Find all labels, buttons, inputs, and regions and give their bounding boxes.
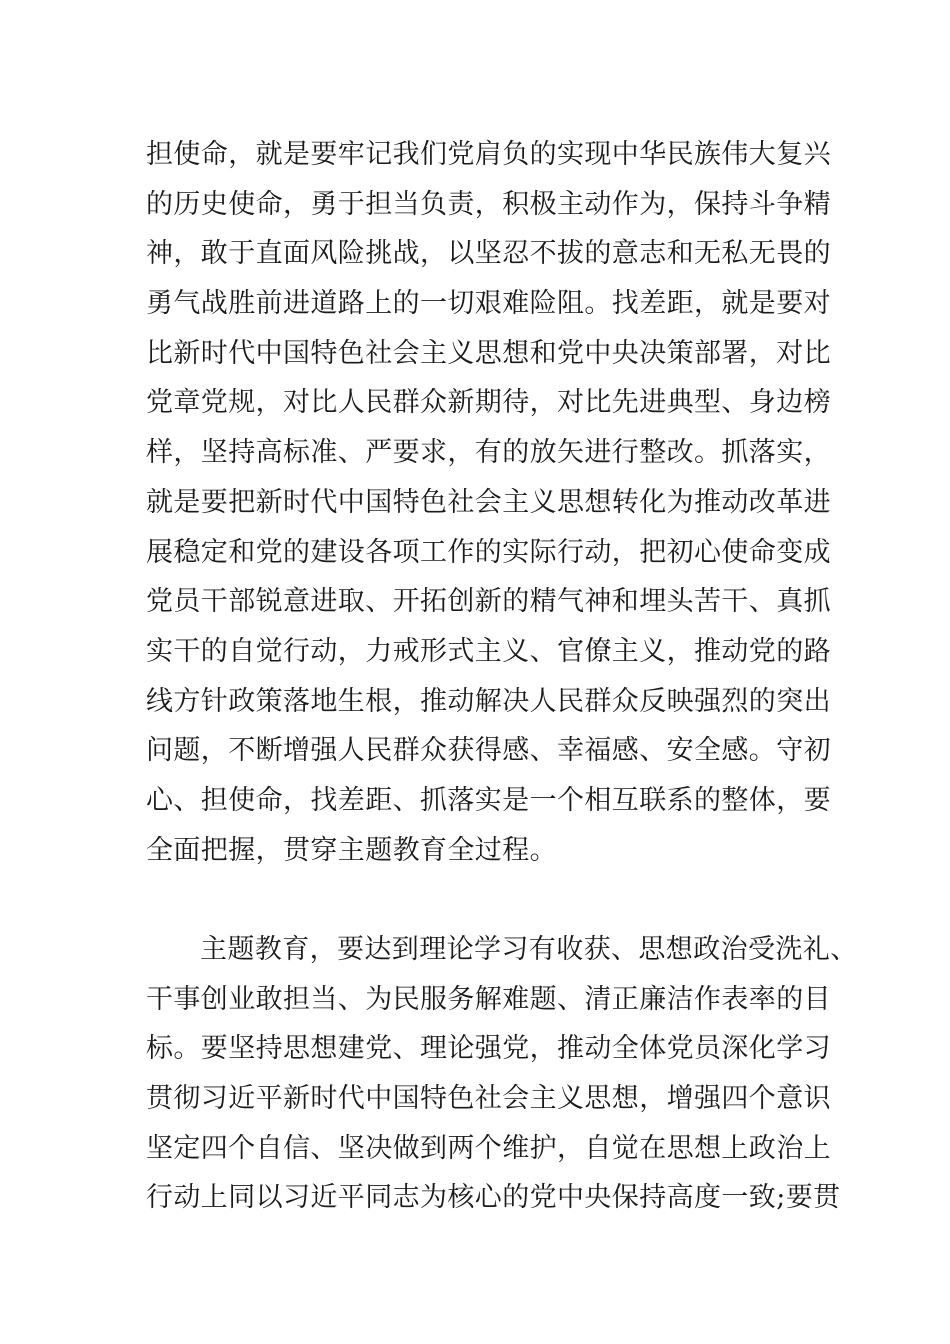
text-line: 贯彻习近平新时代中国特色社会主义思想，增强四个意识 <box>146 1083 831 1115</box>
text-line: 神，敢于直面风险挑战，以坚忍不拔的意志和无私无畏的 <box>146 238 831 270</box>
text-line: 坚定四个自信、坚决做到两个维护，自觉在思想上政治上 <box>146 1132 831 1164</box>
text-line: 样，坚持高标准、严要求，有的放矢进行整改。抓落实， <box>146 437 831 469</box>
text-line: 党章党规，对比人民群众新期待，对比先进典型、身边榜 <box>146 387 831 419</box>
text-line: 就是要把新时代中国特色社会主义思想转化为推动改革进 <box>146 486 831 518</box>
text-line: 标。要坚持思想建党、理论强党，推动全体党员深化学习 <box>146 1033 831 1065</box>
text-line-first: 主题教育，要达到理论学习有收获、思想政治受洗礼、 <box>200 934 858 965</box>
text-line: 勇气战胜前进道路上的一切艰难险阻。找差距，就是要对 <box>146 288 831 320</box>
text-line: 实干的自觉行动，力戒形式主义、官僚主义，推动党的路 <box>146 635 831 667</box>
text-line: 的历史使命，勇于担当负责，积极主动作为，保持斗争精 <box>146 188 831 220</box>
text-line: 担使命，就是要牢记我们党肩负的实现中华民族伟大复兴 <box>146 139 831 170</box>
text-line: 问题，不断增强人民群众获得感、幸福感、安全感。守初 <box>146 735 831 767</box>
text-line: 全面把握，贯穿主题教育全过程。 <box>146 834 557 866</box>
text-line: 行动上同以习近平同志为核心的党中央保持高度一致;要贯 <box>146 1182 841 1214</box>
text-line: 心、担使命，找差距、抓落实是一个相互联系的整体，要 <box>146 784 831 816</box>
paragraph-1 <box>146 130 846 875</box>
text-line: 比新时代中国特色社会主义思想和党中央决策部署，对比 <box>146 337 831 369</box>
text-line: 干事创业敢担当、为民服务解难题、清正廉洁作表率的目 <box>146 983 831 1015</box>
text-line: 线方针政策落地生根，推动解决人民群众反映强烈的突出 <box>146 685 831 717</box>
paragraph-2 <box>146 925 858 1223</box>
text-line: 党员干部锐意进取、开拓创新的精气神和埋头苦干、真抓 <box>146 586 831 618</box>
text-line: 展稳定和党的建设各项工作的实际行动，把初心使命变成 <box>146 536 831 568</box>
